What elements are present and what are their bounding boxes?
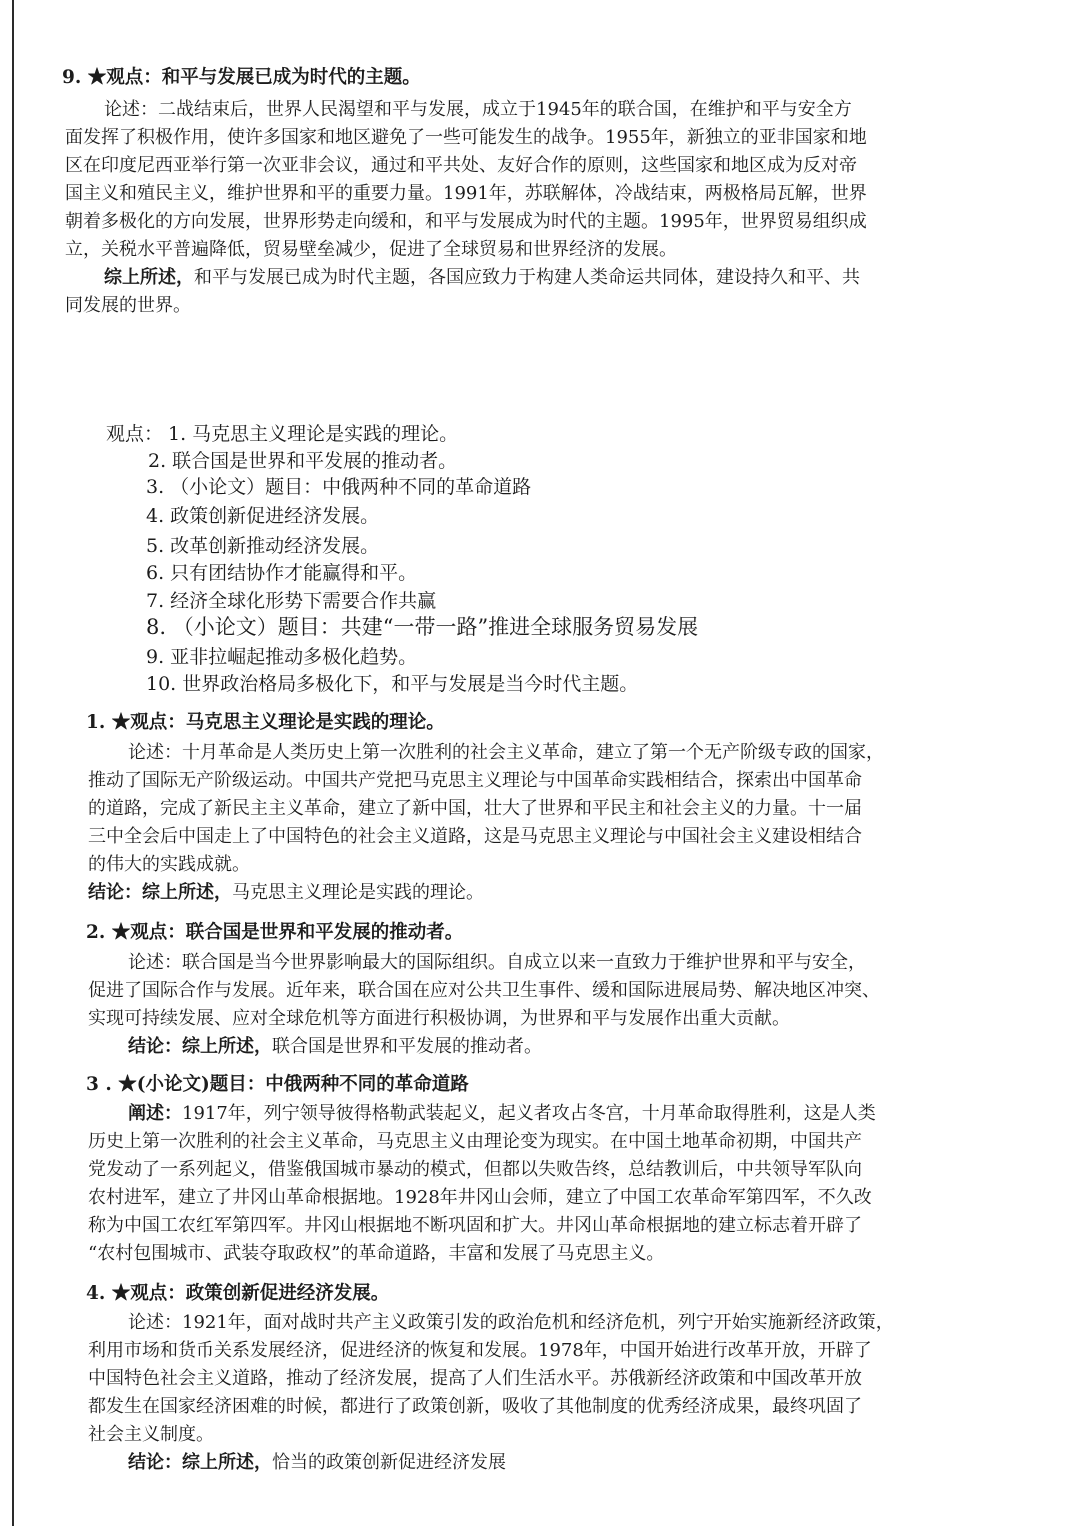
- paragraph-line: 党发动了一系列起义，借鉴俄国城市暴动的模式，但都以失败告终，总结教训后，中共领导军队向: [88, 1159, 862, 1180]
- paragraph-line: 国主义和殖民主义，维护世界和平的重要力量。1991年，苏联解体，冷战结束，两极格局瓦解，世界: [65, 183, 867, 204]
- section-heading: 1. ★观点：马克思主义理论是实践的理论。: [86, 712, 445, 733]
- outline-item: 6. 只有团结协作才能赢得和平。: [146, 562, 418, 584]
- conclusion-text: 恰当的政策创新促进经济发展: [272, 1452, 506, 1473]
- paragraph-line: 的道路，完成了新民主主义革命，建立了新中国，壮大了世界和平民主和社会主义的力量。十一届: [88, 798, 862, 819]
- paragraph-line: 区在印度尼西亚举行第一次亚非会议，通过和平共处、友好合作的原则，这些国家和地区成为反对帝: [65, 155, 857, 176]
- outline-item: 1. 马克思主义理论是实践的理论。: [168, 423, 459, 445]
- paragraph-line: 推动了国际无产阶级运动。中国共产党把马克思主义理论与中国革命实践相结合，探索出中国革命: [88, 770, 862, 791]
- paragraph-line: 立，关税水平普遍降低，贸易壁垒减少，促进了全球贸易和世界经济的发展。: [65, 239, 677, 260]
- section-heading: 4. ★观点：政策创新促进经济发展。: [86, 1283, 390, 1304]
- outline-prefix: 观点：: [106, 423, 164, 445]
- paragraph-line: 都发生在国家经济困难的时候，都进行了政策创新，吸收了其他制度的优秀经济成果，最终巩固了: [88, 1396, 862, 1417]
- conclusion-text: 马克思主义理论是实践的理论。: [232, 882, 484, 903]
- outline-item: 9. 亚非拉崛起推动多极化趋势。: [146, 646, 418, 668]
- outline-item: 5. 改革创新推动经济发展。: [146, 535, 380, 557]
- paragraph-line: 论述：二战结束后，世界人民渴望和平与发展，成立于1945年的联合国，在维护和平与安全方: [104, 99, 852, 120]
- paragraph-line: 面发挥了积极作用，使许多国家和地区避免了一些可能发生的战争。1955年，新独立的亚非国家和地: [65, 127, 867, 148]
- conclusion-line: [104, 266, 860, 290]
- conclusion-lead: 综上所述，: [104, 267, 194, 288]
- paragraph-line: [128, 1102, 876, 1126]
- outline-item: 10. 世界政治格局多极化下，和平与发展是当今时代主题。: [146, 673, 639, 695]
- conclusion-text: 和平与发展已成为时代主题，各国应致力于构建人类命运共同体，建设持久和平、共: [194, 267, 860, 288]
- paragraph-line: 利用市场和货币关系发展经济，促进经济的恢复和发展。1978年，中国开始进行改革开放，开辟了: [88, 1340, 872, 1361]
- paragraph-line: 农村进军，建立了井冈山革命根据地。1928年井冈山会师，建立了中国工农革命军第四军，不久改: [88, 1187, 872, 1208]
- section-heading: 3 . ★(小论文)题目：中俄两种不同的革命道路: [86, 1074, 469, 1095]
- paragraph-text: 1917年，列宁领导彼得格勒武装起义，起义者攻占冬宫，十月革命取得胜利，这是人类: [182, 1103, 876, 1124]
- conclusion-text: 联合国是世界和平发展的推动者。: [272, 1036, 542, 1057]
- paragraph-line: 三中全会后中国走上了中国特色的社会主义道路，这是马克思主义理论与中国社会主义建设相结合: [88, 826, 862, 847]
- paragraph-line: 论述：十月革命是人类历史上第一次胜利的社会主义革命，建立了第一个无产阶级专政的国家，: [128, 742, 884, 763]
- paragraph-line: 社会主义制度。: [88, 1424, 214, 1445]
- left-margin-rule: [12, 0, 14, 1526]
- outline-item: 2. 联合国是世界和平发展的推动者。: [148, 450, 458, 472]
- lead-label: 阐述：: [128, 1103, 182, 1124]
- section-heading: 2. ★观点：联合国是世界和平发展的推动者。: [86, 922, 464, 943]
- conclusion-lead: 结论：综上所述，: [128, 1036, 272, 1057]
- conclusion-lead: 结论：综上所述，: [88, 882, 232, 903]
- outline-item: 7. 经济全球化形势下需要合作共赢: [146, 590, 437, 612]
- paragraph-line: 中国特色社会主义道路，推动了经济发展，提高了人们生活水平。苏俄新经济政策和中国改革开放: [88, 1368, 862, 1389]
- paragraph-line: 称为中国工农红军第四军。井冈山根据地不断巩固和扩大。井冈山革命根据地的建立标志着开辟了: [88, 1215, 862, 1236]
- paragraph-line: 论述：联合国是当今世界影响最大的国际组织。自成立以来一直致力于维护世界和平与安全，: [128, 952, 866, 973]
- conclusion-line: [88, 881, 484, 905]
- paragraph-line: 历史上第一次胜利的社会主义革命，马克思主义由理论变为现实。在中国土地革命初期，中国共产: [88, 1131, 862, 1152]
- outline-item: 8. （小论文）题目：共建“一带一路”推进全球服务贸易发展: [146, 615, 699, 639]
- paragraph-line: 促进了国际合作与发展。近年来，联合国在应对公共卫生事件、缓和国际进展局势、解决地区冲突、: [88, 980, 880, 1001]
- outline-item: 4. 政策创新促进经济发展。: [146, 505, 380, 527]
- paragraph-line: 论述：1921年，面对战时共产主义政策引发的政治危机和经济危机，列宁开始实施新经济政策，: [128, 1312, 894, 1333]
- paragraph-line: 同发展的世界。: [65, 295, 191, 316]
- outline-item: 3. （小论文）题目：中俄两种不同的革命道路: [146, 476, 532, 498]
- paragraph-line: 朝着多极化的方向发展，世界形势走向缓和，和平与发展成为时代的主题。1995年，世界贸易组织成: [65, 211, 867, 232]
- paragraph-line: 实现可持续发展、应对全球危机等方面进行积极协调，为世界和平与发展作出重大贡献。: [88, 1008, 790, 1029]
- conclusion-line: [128, 1451, 506, 1475]
- section-heading: 9. ★观点：和平与发展已成为时代的主题。: [62, 67, 421, 88]
- paragraph-line: 的伟大的实践成就。: [88, 854, 250, 875]
- conclusion-line: [128, 1035, 542, 1059]
- conclusion-lead: 结论：综上所述，: [128, 1452, 272, 1473]
- paragraph-line: “农村包围城市、武装夺取政权”的革命道路，丰富和发展了马克思主义。: [88, 1243, 665, 1264]
